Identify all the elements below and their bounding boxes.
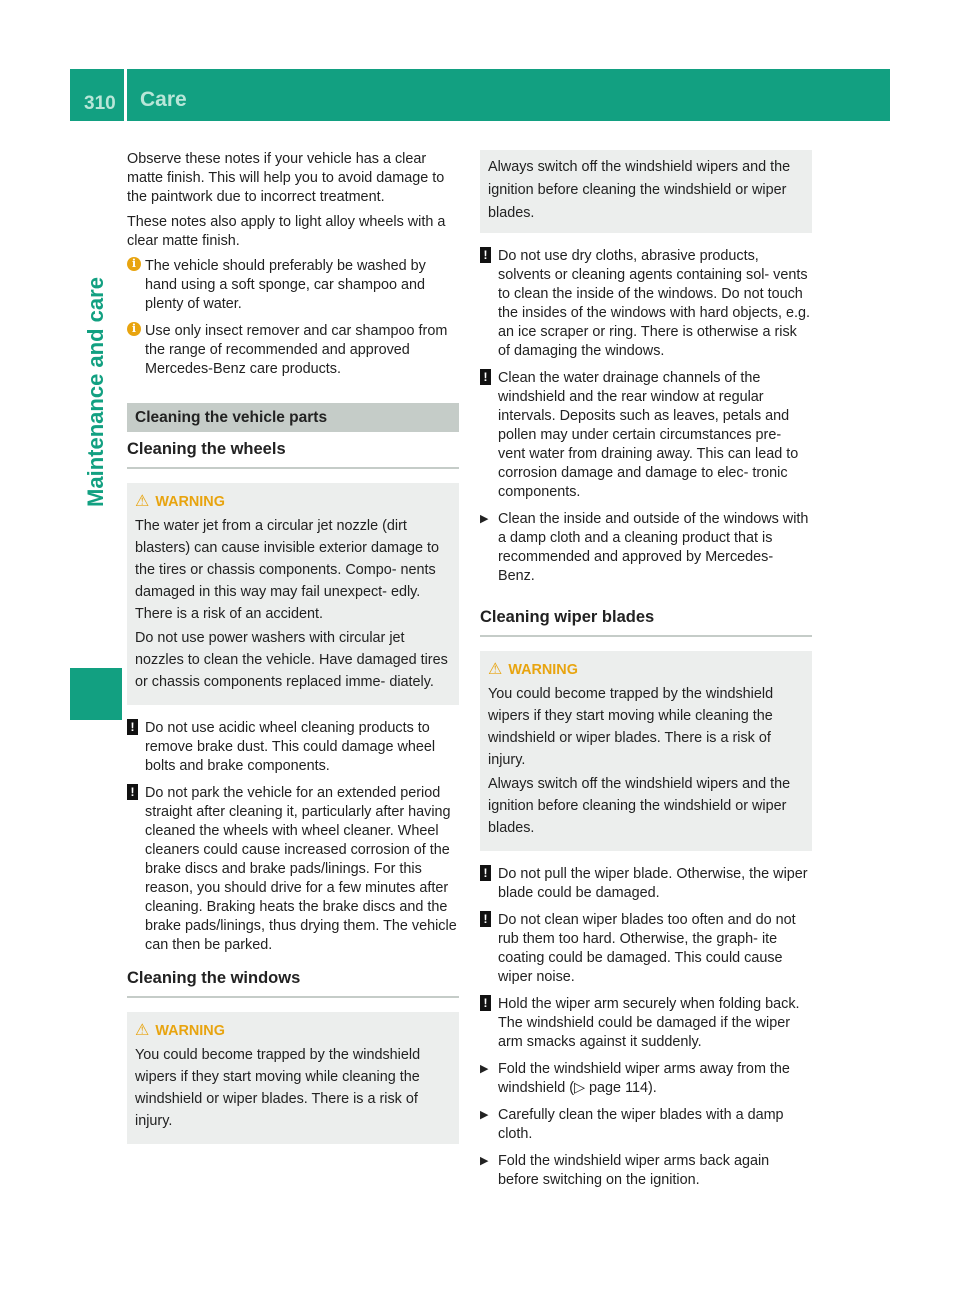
exclamation-icon: ! [127,784,138,800]
page-header [70,69,890,121]
caution-note [480,369,812,502]
caution-note-text: Hold the wiper arm securely when folding back. The windshield could be damaged if the wiper arm smacks against it suddenly. [498,996,800,1050]
intro-paragraph: Observe these notes if your vehicle has a clear matte finish. This will help you to avoid damage to the paintwork due to incorrect treatment. [127,151,445,205]
info-icon: i [127,322,141,336]
caution-note-text: Do not clean wiper blades too often and do not rub them too hard. Otherwise, the graph- ite coating could be damaged. This could cause wiper noise. [498,912,796,985]
instruction-step [480,1106,812,1144]
caution-note [127,719,459,776]
warning-text: You could become trapped by the windshield wipers if they start moving while cleaning the windshield or wiper blades. There is a risk of injury. [488,686,774,768]
subsection-title: Cleaning the wheels [127,440,459,469]
instruction-step [480,1152,812,1190]
instruction-step-text: Fold the windshield wiper arms back again before switching on the ignition. [498,1153,770,1188]
side-tab-marker [70,668,122,720]
warning-header [135,1020,451,1042]
caution-note-text: Do not use acidic wheel cleaning products to remove brake dust. This could damage wheel bolts and brake components. [145,720,436,774]
info-note [127,322,459,379]
step-arrow-icon: ▶ [480,1155,489,1167]
exclamation-icon: ! [480,911,491,927]
instruction-step [480,1060,812,1098]
left-column [127,150,459,1158]
info-note [127,257,459,314]
exclamation-icon: ! [480,995,491,1011]
instruction-step-text: Clean the inside and outside of the windows with a damp cloth and a cleaning product that is recommended and approved by Mercedes- Benz. [498,511,809,584]
exclamation-icon: ! [480,247,491,263]
side-tab-label: Maintenance and care [83,277,108,507]
info-note-text: Use only insect remover and car shampoo from the range of recommended and approved Mercedes-Benz care products. [145,323,448,377]
caution-note [480,247,812,361]
warning-triangle-icon: ⚠ [488,661,503,678]
header-divider [124,69,127,121]
step-arrow-icon: ▶ [480,1109,489,1121]
warning-box [127,1012,459,1144]
exclamation-icon: ! [127,719,138,735]
warning-header [488,659,804,681]
step-arrow-icon: ▶ [480,1063,489,1075]
caution-note-text: Do not use dry cloths, abrasive products, solvents or cleaning agents containing sol- vents to clean the inside of the windows. Do not touch the insides of the windows with hard objects, e.g. an ice scraper or ring. There is otherwise a risk of damaging the windows. [498,248,810,359]
warning-label: WARNING [155,494,225,510]
warning-text: Always switch off the windshield wipers and the ignition before cleaning the windshield or wiper blades. [488,776,791,836]
warning-box [480,651,812,851]
right-column [480,150,812,1198]
exclamation-icon: ! [480,865,491,881]
caution-note [127,784,459,955]
warning-label: WARNING [508,662,578,678]
instruction-step-text: Carefully clean the wiper blades with a damp cloth. [498,1107,784,1142]
warning-text: Always switch off the windshield wipers and the ignition before cleaning the windshield or wiper blades. [488,159,791,221]
subsection-title: Cleaning wiper blades [480,608,812,637]
warning-text: The water jet from a circular jet nozzle (dirt blasters) can cause invisible exterior damage to the tires or chassis components. Compo- nents damaged in this way may fail unexpect- edly. There is a risk of an accident. [135,518,439,622]
warning-box-continued [480,150,812,233]
caution-note-text: Clean the water drainage channels of the windshield and the rear window at regular intervals. Deposits such as leaves, petals and pollen may under certain circumstances pre- vent water from draining away. This can lead to corrosion damage and damage to elec- tronic components. [498,370,799,500]
page-number: 310 [84,93,116,114]
info-note-text: The vehicle should preferably be washed by hand using a soft sponge, car shampoo and plenty of water. [145,258,426,312]
instruction-step-text: Fold the windshield wiper arms away from the windshield (▷ page 114). [498,1061,790,1096]
warning-label: WARNING [155,1023,225,1039]
instruction-step [480,510,812,586]
section-heading: Cleaning the vehicle parts [127,403,459,432]
subsection-title: Cleaning the windows [127,969,459,998]
exclamation-icon: ! [480,369,491,385]
warning-header [135,491,451,513]
caution-note [480,995,812,1052]
info-icon: i [127,257,141,271]
warning-text: You could become trapped by the windshield wipers if they start moving while cleaning the windshield or wiper blades. There is a risk of injury. [135,1047,421,1129]
warning-text: Do not use power washers with circular jet nozzles to clean the vehicle. Have damaged tires or chassis components replaced imme- diately. [135,630,448,690]
warning-box [127,483,459,705]
page-title: Care [140,88,187,111]
step-arrow-icon: ▶ [480,513,489,525]
caution-note [480,911,812,987]
warning-triangle-icon: ⚠ [135,1022,150,1039]
intro-paragraph: These notes also apply to light alloy wheels with a clear matte finish. [127,214,446,249]
warning-triangle-icon: ⚠ [135,493,150,510]
caution-note-text: Do not pull the wiper blade. Otherwise, the wiper blade could be damaged. [498,866,808,901]
caution-note [480,865,812,903]
caution-note-text: Do not park the vehicle for an extended period straight after cleaning it, particularly after having cleaned the wheels with wheel cleaner. Wheel cleaners could cause increased corrosion of the brake discs and brake pads/linings. For this reason, you should drive for a few minutes after cleaning. Braking heats the brake discs and the brake pads/linings, thus drying them. The vehicle can then be parked. [145,785,457,953]
